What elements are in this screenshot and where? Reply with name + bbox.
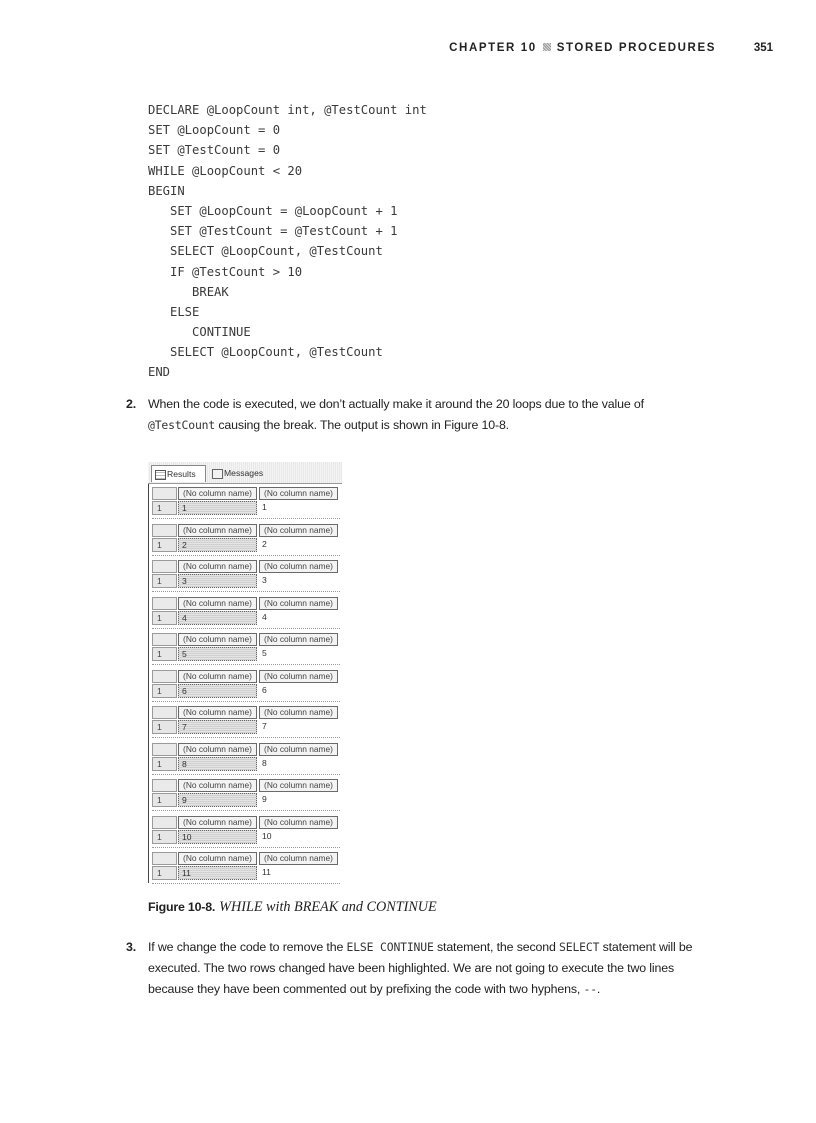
messages-icon bbox=[212, 469, 223, 479]
step-text: . bbox=[596, 982, 601, 996]
row-number[interactable]: 1 bbox=[152, 611, 177, 625]
code-line: SET @TestCount = @TestCount + 1 bbox=[148, 224, 398, 239]
step-text: When the code is executed, we don’t actually make it around the 20 loops due to the value of bbox=[148, 397, 644, 411]
grid-icon bbox=[155, 470, 166, 480]
code-line: WHILE @LoopCount < 20 bbox=[148, 163, 303, 178]
grid-corner bbox=[152, 633, 177, 646]
grid-cell[interactable]: 9 bbox=[259, 793, 338, 807]
inline-code: @TestCount bbox=[148, 418, 216, 432]
code-line: BREAK bbox=[148, 284, 229, 299]
grid-cell[interactable]: 4 bbox=[178, 611, 257, 625]
column-header[interactable]: (No column name) bbox=[178, 487, 257, 500]
tab-results[interactable] bbox=[151, 465, 206, 482]
inline-code: ELSE CONTINUE bbox=[346, 940, 434, 954]
step-body bbox=[148, 937, 700, 1000]
code-line: CONTINUE bbox=[148, 325, 251, 340]
inline-code: SELECT bbox=[559, 940, 600, 954]
column-header[interactable]: (No column name) bbox=[178, 852, 257, 865]
column-header[interactable]: (No column name) bbox=[259, 706, 338, 719]
grid-cell[interactable]: 5 bbox=[178, 647, 257, 661]
row-number[interactable]: 1 bbox=[152, 720, 177, 734]
code-line: DECLARE @LoopCount int, @TestCount int bbox=[148, 103, 427, 117]
grid-cell[interactable]: 2 bbox=[178, 538, 257, 552]
row-number[interactable]: 1 bbox=[152, 501, 177, 515]
grid-cell[interactable]: 10 bbox=[259, 830, 338, 844]
step-3-paragraph bbox=[120, 937, 700, 1000]
grid-cell[interactable]: 6 bbox=[178, 684, 257, 698]
step-number: 2. bbox=[126, 397, 137, 411]
grid-cell[interactable]: 11 bbox=[178, 866, 257, 880]
result-grid bbox=[152, 484, 340, 519]
grid-corner bbox=[152, 852, 177, 865]
grid-corner bbox=[152, 816, 177, 829]
column-header[interactable]: (No column name) bbox=[259, 816, 338, 829]
grid-corner bbox=[152, 560, 177, 573]
pane-border bbox=[148, 484, 149, 883]
result-grid bbox=[152, 667, 340, 702]
result-grid bbox=[152, 521, 340, 556]
column-header[interactable]: (No column name) bbox=[178, 560, 257, 573]
code-line: ELSE bbox=[148, 304, 200, 319]
result-grid bbox=[152, 594, 340, 629]
section-title: STORED PROCEDURES bbox=[556, 42, 716, 54]
grid-cell[interactable]: 8 bbox=[259, 757, 338, 771]
grid-corner bbox=[152, 706, 177, 719]
row-number[interactable]: 1 bbox=[152, 647, 177, 661]
step-text: causing the break. The output is shown in Figure 10-8. bbox=[215, 418, 509, 432]
grid-corner bbox=[152, 597, 177, 610]
column-header[interactable]: (No column name) bbox=[259, 633, 338, 646]
code-listing bbox=[148, 100, 427, 383]
page-header bbox=[0, 42, 816, 58]
column-header[interactable]: (No column name) bbox=[178, 597, 257, 610]
tab-messages-label: Messages bbox=[224, 468, 264, 478]
code-line: SELECT @LoopCount, @TestCount bbox=[148, 244, 383, 259]
grid-cell[interactable]: 7 bbox=[178, 720, 257, 734]
grid-cell[interactable]: 4 bbox=[259, 611, 338, 625]
grid-cell[interactable]: 11 bbox=[259, 866, 338, 880]
grid-cell[interactable]: 3 bbox=[259, 574, 338, 588]
row-number[interactable]: 1 bbox=[152, 538, 177, 552]
step-text: statement, the second bbox=[433, 940, 560, 954]
column-header[interactable]: (No column name) bbox=[178, 816, 257, 829]
grid-corner bbox=[152, 487, 177, 500]
code-line: IF @TestCount > 10 bbox=[148, 264, 303, 279]
step-text: If we change the code to remove the bbox=[148, 940, 347, 954]
step-text: statement will be executed. The two rows changed have been highlighted. We are not going to execute the two lines because they have been commented out by prefixing the code with two hyphens, bbox=[148, 940, 693, 996]
column-header[interactable]: (No column name) bbox=[259, 779, 338, 792]
column-header[interactable]: (No column name) bbox=[259, 670, 338, 683]
grid-cell[interactable]: 1 bbox=[178, 501, 257, 515]
result-grid bbox=[152, 776, 340, 811]
row-number[interactable]: 1 bbox=[152, 793, 177, 807]
grid-cell[interactable]: 7 bbox=[259, 720, 338, 734]
grid-cell[interactable]: 6 bbox=[259, 684, 338, 698]
grid-cell[interactable]: 1 bbox=[259, 501, 338, 515]
column-header[interactable]: (No column name) bbox=[178, 743, 257, 756]
column-header[interactable]: (No column name) bbox=[178, 633, 257, 646]
grid-corner bbox=[152, 524, 177, 537]
figure-title: WHILE with BREAK and CONTINUE bbox=[219, 899, 437, 915]
results-tabbar bbox=[148, 462, 342, 484]
step-number: 3. bbox=[126, 940, 137, 954]
column-header[interactable]: (No column name) bbox=[178, 524, 257, 537]
row-number[interactable]: 1 bbox=[152, 684, 177, 698]
grid-corner bbox=[152, 743, 177, 756]
grid-cell[interactable]: 3 bbox=[178, 574, 257, 588]
chapter-label: CHAPTER 10 bbox=[449, 42, 537, 54]
column-header[interactable]: (No column name) bbox=[259, 743, 338, 756]
result-grid bbox=[152, 557, 340, 592]
result-grid bbox=[152, 703, 340, 738]
code-line: BEGIN bbox=[148, 183, 185, 198]
column-header[interactable]: (No column name) bbox=[178, 779, 257, 792]
step-body bbox=[148, 394, 700, 436]
column-header[interactable]: (No column name) bbox=[259, 852, 338, 865]
results-pane bbox=[148, 462, 342, 883]
result-grid bbox=[152, 849, 340, 884]
column-header[interactable]: (No column name) bbox=[178, 670, 257, 683]
column-header[interactable]: (No column name) bbox=[178, 706, 257, 719]
step-2-paragraph bbox=[120, 394, 700, 436]
figure-label: Figure 10-8. bbox=[148, 900, 216, 914]
grid-cell[interactable]: 9 bbox=[178, 793, 257, 807]
column-header[interactable]: (No column name) bbox=[259, 597, 338, 610]
grid-cell[interactable]: 8 bbox=[178, 757, 257, 771]
tab-messages[interactable] bbox=[209, 465, 267, 482]
code-line: SET @TestCount = 0 bbox=[148, 143, 281, 158]
inline-code: -- bbox=[583, 982, 597, 996]
header-separator-icon bbox=[543, 43, 551, 51]
result-grid bbox=[152, 630, 340, 665]
grid-corner bbox=[152, 670, 177, 683]
column-header[interactable]: (No column name) bbox=[259, 524, 338, 537]
column-header[interactable]: (No column name) bbox=[259, 487, 338, 500]
row-number[interactable]: 1 bbox=[152, 866, 177, 880]
code-line: SET @LoopCount = 0 bbox=[148, 123, 281, 138]
row-number[interactable]: 1 bbox=[152, 574, 177, 588]
code-line: SET @LoopCount = @LoopCount + 1 bbox=[148, 203, 398, 218]
figure-caption bbox=[148, 898, 437, 916]
row-number[interactable]: 1 bbox=[152, 830, 177, 844]
result-grid bbox=[152, 740, 340, 775]
page-number: 351 bbox=[753, 42, 773, 54]
code-line: SELECT @LoopCount, @TestCount bbox=[148, 345, 383, 360]
result-grid bbox=[152, 813, 340, 848]
grid-cell[interactable]: 10 bbox=[178, 830, 257, 844]
row-number[interactable]: 1 bbox=[152, 757, 177, 771]
grid-cell[interactable]: 5 bbox=[259, 647, 338, 661]
grid-corner bbox=[152, 779, 177, 792]
column-header[interactable]: (No column name) bbox=[259, 560, 338, 573]
grid-cell[interactable]: 2 bbox=[259, 538, 338, 552]
code-line: END bbox=[148, 365, 171, 380]
running-header bbox=[449, 42, 716, 54]
tab-results-label: Results bbox=[167, 469, 196, 479]
